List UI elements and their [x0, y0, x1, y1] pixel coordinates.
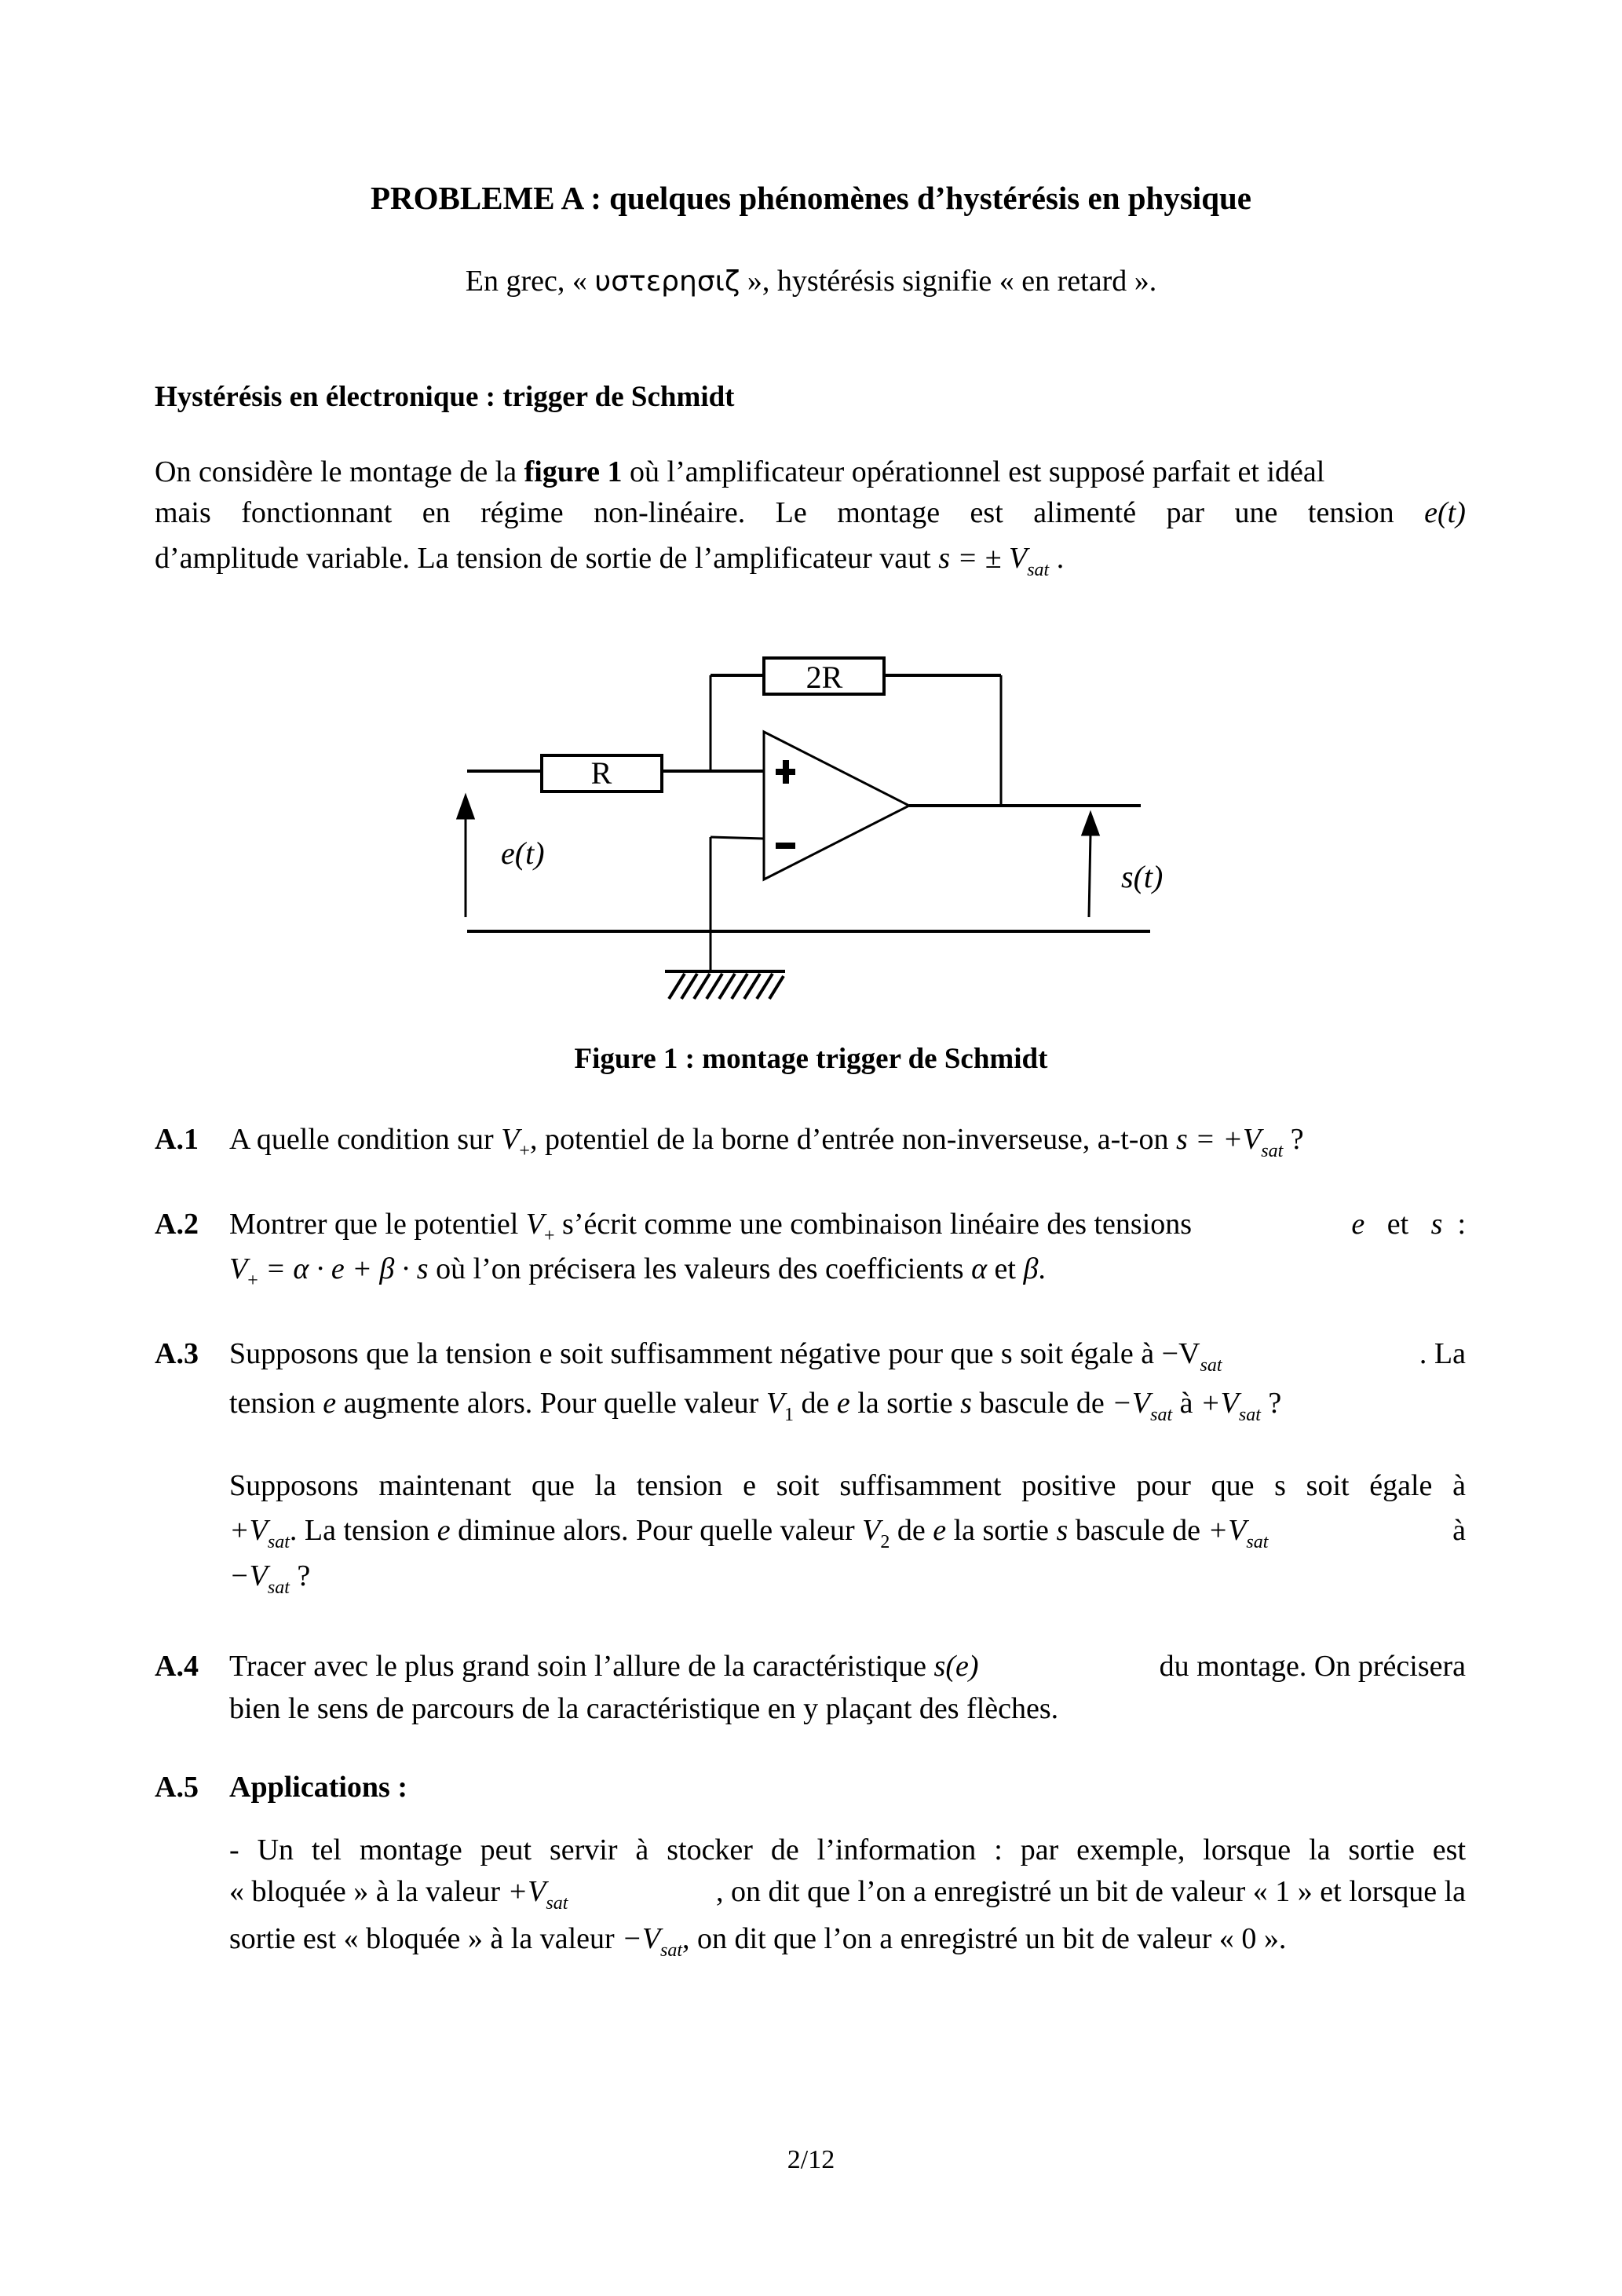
intro-word: montage [837, 496, 941, 529]
intro-line-1 [155, 457, 1466, 487]
question-text: , on dit que l’on a enregistré un bit de valeur « 1 » et lorsque la [715, 1875, 1466, 1908]
math-subscript: sat [1027, 560, 1050, 580]
math-neg-vsat: −V [622, 1922, 661, 1955]
intro-line-3 [155, 542, 1065, 580]
question-text: bascule de [971, 1387, 1112, 1420]
question-number: A.1 [155, 1123, 199, 1156]
math-s: s [1056, 1514, 1069, 1547]
math-e: e [836, 1387, 850, 1420]
subtitle [0, 264, 1622, 300]
math-vsat: s = ± V [938, 542, 1028, 575]
math-subscript: + [519, 1141, 530, 1161]
math-s: s [1430, 1208, 1443, 1241]
math-s-of-e: s(e) [933, 1650, 979, 1683]
intro-text: où l’amplificateur opérationnel est supposé parfait et idéal [622, 455, 1325, 488]
question-text: la sortie [946, 1514, 1057, 1547]
question-a3-line1 [155, 1337, 1466, 1376]
question-a3-line2 [229, 1387, 1282, 1425]
question-text: tension [229, 1387, 323, 1420]
math-v: V [525, 1208, 544, 1241]
question-text: , potentiel de la borne d’entrée non-inverseuse, a-t-on [529, 1123, 1176, 1156]
question-a3-line5 [229, 1559, 311, 1598]
intro-line-2 [155, 498, 1466, 528]
section-heading: Hystérésis en électronique : trigger de Schmidt [155, 381, 735, 413]
math-pos-vsat: +V [507, 1875, 546, 1908]
math-v: V [229, 1252, 248, 1285]
intro-word: régime [480, 496, 564, 529]
subtitle-post: », hystérésis signifie « en retard ». [740, 265, 1157, 298]
question-text: de [794, 1387, 837, 1420]
math-subscript: sat [660, 1940, 683, 1961]
math-pos-vsat: +V [229, 1514, 268, 1547]
math-v: V [501, 1123, 520, 1156]
math-subscript: + [544, 1226, 555, 1246]
question-a2-line1 [155, 1208, 1466, 1246]
question-number: A.5 [155, 1771, 199, 1804]
math-alpha: α [971, 1252, 988, 1285]
question-text: à [1452, 1514, 1466, 1547]
question-text: bien le sens de parcours de la caractéristique en y plaçant des flèches. [229, 1692, 1059, 1725]
intro-word: tension [1307, 496, 1394, 529]
question-number: A.3 [155, 1337, 199, 1370]
math-e: e [1351, 1208, 1365, 1241]
math-subscript: 2 [880, 1532, 890, 1552]
math-e: e [323, 1387, 337, 1420]
intro-word: mais [155, 496, 211, 529]
math-pos-vsat: +V [1200, 1387, 1239, 1420]
math-e: e [437, 1514, 451, 1547]
question-text: et [994, 1252, 1016, 1285]
question-text: à [1172, 1387, 1201, 1420]
math-e: e [933, 1514, 947, 1547]
question-text: ? [1260, 1387, 1282, 1420]
question-a4-line1 [155, 1651, 1466, 1681]
question-text: Supposons que la tension e soit suffisamment négative pour que s soit égale à −V [229, 1337, 1200, 1370]
question-a5-line1 [229, 1835, 1466, 1865]
question-text: , on dit que l’on a enregistré un bit de valeur « 0 ». [682, 1922, 1287, 1955]
question-text: la sortie [849, 1387, 961, 1420]
question-number: A.2 [155, 1208, 199, 1241]
intro-word: en [422, 496, 451, 529]
question-text: ? [1283, 1123, 1304, 1156]
ground-hatch [669, 974, 784, 999]
math-beta: β [1023, 1252, 1039, 1285]
intro-word: une [1234, 496, 1278, 529]
math-subscript: 1 [784, 1405, 795, 1425]
question-text: et [1386, 1208, 1409, 1241]
question-text: A quelle condition sur [229, 1123, 502, 1156]
question-text: sortie est « bloquée » à la valeur [229, 1922, 623, 1955]
question-text: où l’on précisera les valeurs des coefficients [428, 1252, 972, 1285]
math-equation: = α · e + β · s [258, 1252, 429, 1285]
question-text: Montrer que le potentiel [229, 1208, 526, 1241]
intro-text: . [1049, 542, 1065, 575]
plus-sign-icon-v [783, 760, 789, 784]
intro-word: est [970, 496, 1003, 529]
math-expression: s = +V [1175, 1123, 1262, 1156]
minus-wire [711, 837, 764, 839]
question-text: Supposons maintenant que la tension e soit suffisamment positive pour que s soit égale à [229, 1469, 1466, 1502]
label-output: s(t) [1121, 859, 1164, 894]
question-a5-heading [155, 1772, 407, 1802]
intro-word: fonctionnant [241, 496, 393, 529]
question-text: . La tension [289, 1514, 437, 1547]
problem-title: PROBLEME A : quelques phénomènes d’hystérésis en physique [371, 180, 1251, 216]
question-text: « bloquée » à la valeur [229, 1875, 508, 1908]
output-arrow-shaft [1089, 834, 1090, 917]
question-a3-line3 [229, 1471, 1466, 1501]
question-text: du montage. On précisera [1159, 1650, 1466, 1683]
question-a4-line2 [229, 1694, 1058, 1724]
question-text: . [1038, 1252, 1046, 1285]
math-subscript: sat [1238, 1405, 1261, 1425]
question-number: A.4 [155, 1650, 199, 1683]
question-text: s’écrit comme une combinaison linéaire des tensions [554, 1208, 1193, 1241]
question-text: bascule de [1068, 1514, 1208, 1547]
label-r: R [590, 755, 612, 791]
math-subscript: sat [267, 1578, 290, 1598]
question-text: Tracer avec le plus grand soin l’allure de la caractéristique [229, 1650, 934, 1683]
label-2r: 2R [806, 660, 843, 695]
schmitt-trigger-circuit [440, 628, 1193, 1021]
intro-text: d’amplitude variable. La tension de sortie de l’amplificateur vaut [155, 542, 939, 575]
math-s: s [960, 1387, 972, 1420]
minus-sign-icon [776, 843, 795, 849]
op-amp-triangle [764, 732, 909, 879]
figure-caption: Figure 1 : montage trigger de Schmidt [574, 1043, 1048, 1075]
output-arrow-icon [1083, 813, 1098, 835]
question-text: augmente alors. Pour quelle valeur [336, 1387, 766, 1420]
math-subscript: sat [1261, 1141, 1284, 1161]
math-e-of-t: e(t) [1424, 496, 1466, 529]
intro-word: par [1166, 496, 1205, 529]
intro-word: Le [775, 496, 807, 529]
math-neg-vsat: −V [229, 1559, 268, 1592]
subtitle-pre: En grec, « [465, 265, 595, 298]
question-text: de [890, 1514, 933, 1547]
math-subscript: sat [267, 1532, 290, 1552]
question-a3-line4 [229, 1514, 1466, 1552]
question-a1 [155, 1123, 1304, 1161]
math-subscript: + [247, 1270, 258, 1291]
question-text: ? [289, 1559, 311, 1592]
math-v1: V [765, 1387, 785, 1420]
question-text: : [1457, 1208, 1466, 1241]
math-pos-vsat: +V [1207, 1514, 1247, 1547]
math-subscript: sat [1150, 1405, 1173, 1425]
greek-word: υστερησιζ [594, 265, 740, 298]
intro-text: On considère le montage de la [155, 455, 524, 488]
question-a5-line3 [229, 1922, 1287, 1961]
math-subscript: sat [1200, 1355, 1222, 1376]
question-a5-line2 [229, 1875, 1466, 1914]
label-input: e(t) [501, 835, 545, 871]
page-number: 2/12 [787, 2145, 835, 2174]
question-text: . La [1419, 1337, 1466, 1370]
math-neg-vsat: −V [1112, 1387, 1151, 1420]
intro-word: alimenté [1033, 496, 1137, 529]
figure-reference: figure 1 [524, 455, 623, 488]
math-subscript: sat [1246, 1532, 1269, 1552]
intro-word: non-linéaire. [594, 496, 746, 529]
question-text: diminue alors. Pour quelle valeur [450, 1514, 863, 1547]
question-a2-line2 [229, 1252, 1046, 1291]
input-arrow-icon [458, 796, 473, 818]
math-subscript: sat [546, 1893, 568, 1914]
question-heading: Applications : [229, 1771, 407, 1804]
math-v2: V [862, 1514, 881, 1547]
question-text: - Un tel montage peut servir à stocker de l’information : par exemple, lorsque la sortie est [229, 1834, 1466, 1866]
